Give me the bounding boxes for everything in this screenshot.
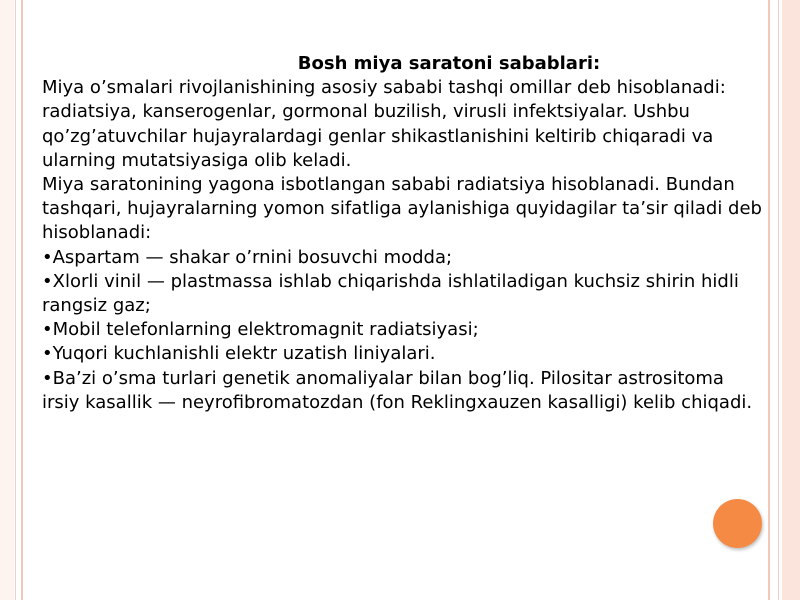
right-border-line bbox=[768, 0, 770, 600]
left-border-line bbox=[21, 0, 23, 600]
bullet-item: •Xlorli vinil — plastmassa ishlab chiqarishda ishlatiladigan kuchsiz shirin hidli rangsiz gaz; bbox=[42, 270, 739, 317]
paragraph: Miya saratonining yagona isbotlangan sababi radiatsiya hisoblanadi. Bundan tashqari, hujayralarning yomon sifatliga aylanishiga quyidagilar ta’sir qiladi deb hisoblanadi: bbox=[42, 174, 762, 244]
slide-body bbox=[42, 52, 766, 415]
right-border-strip bbox=[782, 0, 800, 600]
bullet-item: •Ba’zi o’sma turlari genetik anomaliyalar bilan bog’liq. Pilositar astrositoma irsiy kasallik — neyrofibromatozdan (fon Reklingxauzen kasalligi) kelib chiqadi. bbox=[42, 367, 753, 413]
slide-title: Bosh miya saratoni sabablari: bbox=[297, 53, 601, 74]
left-border-line bbox=[15, 0, 16, 600]
paragraph: Miya o’smalari rivojlanishining asosiy sababi tashqi omillar deb hisoblanadi: radiatsiya, kanserogenlar, gormonal buzilish, virusli infektsiyalar. Ushbu qo’zg’atuvchilar hujayralardagi genlar shikastlanishini keltirib chiqaradi va ularning mutatsiyasiga olib keladi. bbox=[42, 77, 726, 171]
right-border-line bbox=[778, 0, 779, 600]
left-border-strip bbox=[0, 0, 14, 600]
bullet-item: •Mobil telefonlarning elektromagnit radiatsiyasi; bbox=[42, 319, 479, 341]
decorative-circle bbox=[713, 499, 762, 548]
bullet-item: •Aspartam — shakar o’rnini bosuvchi modda; bbox=[42, 246, 453, 268]
bullet-item: •Yuqori kuchlanishli elektr uzatish liniyalari. bbox=[42, 343, 436, 365]
